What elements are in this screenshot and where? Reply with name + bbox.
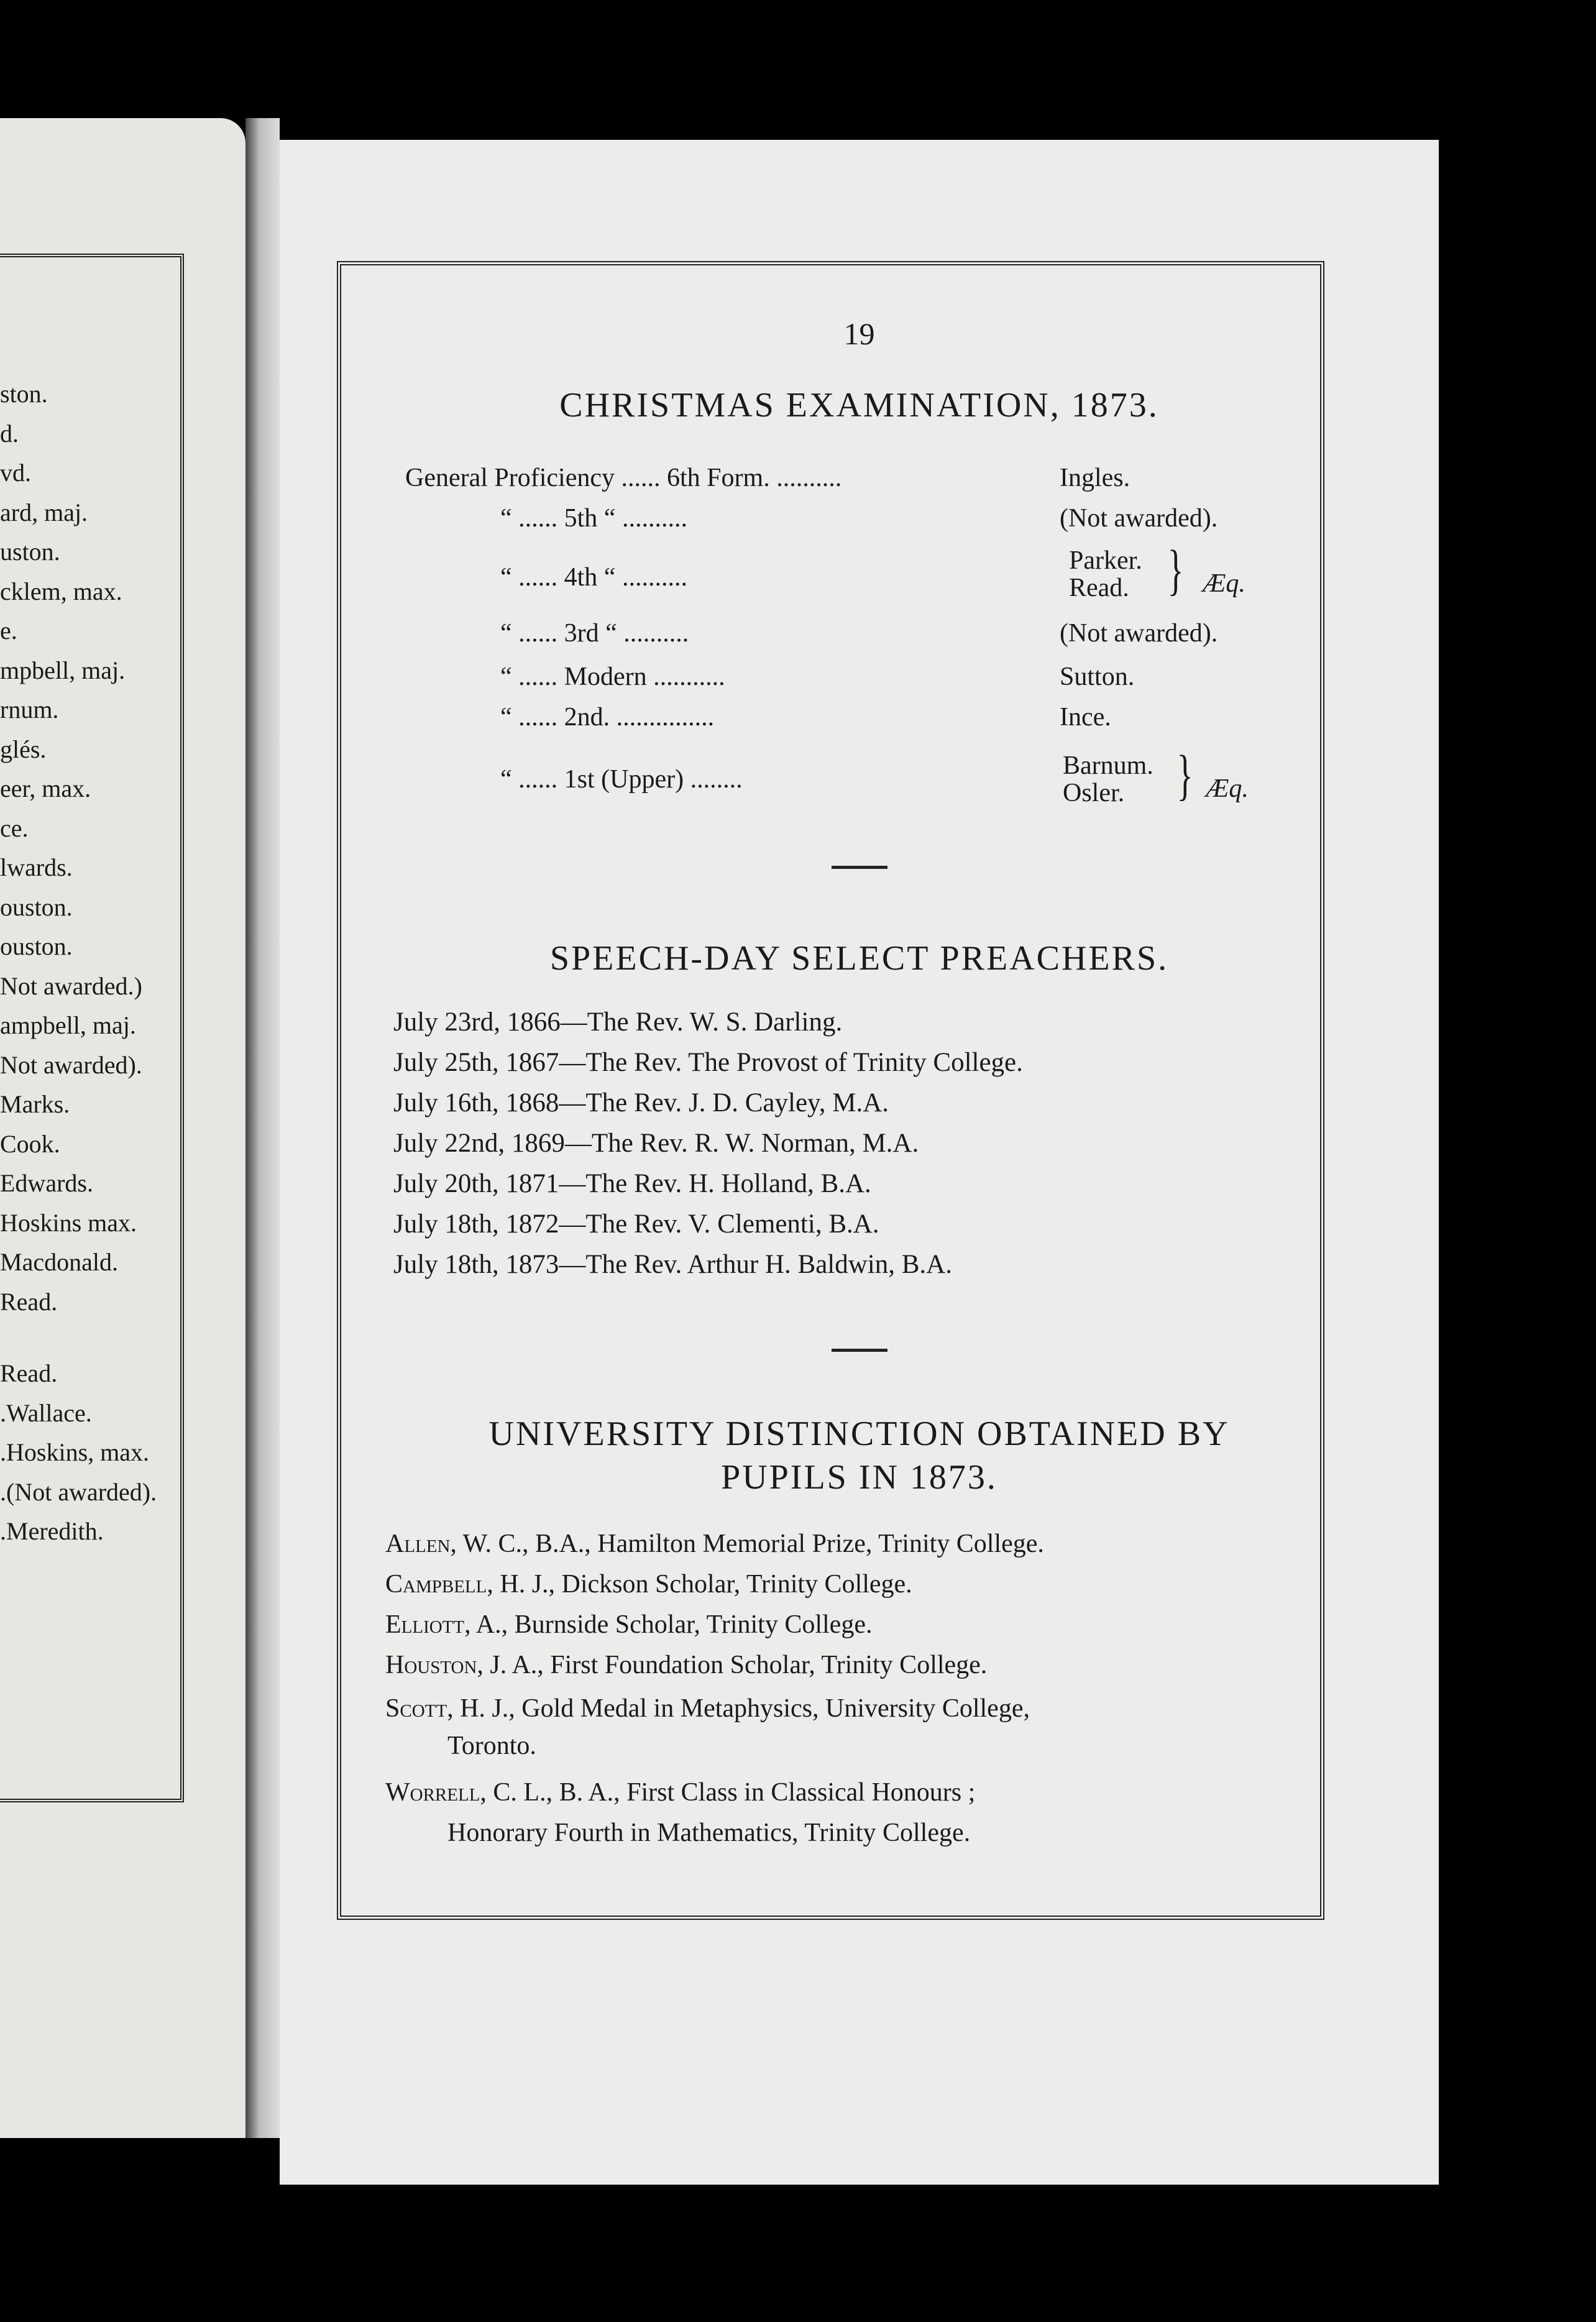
left-page-line: rnum.: [0, 695, 59, 723]
exam-row-award: (Not awarded).: [1060, 619, 1218, 648]
left-page-line: e.: [0, 617, 17, 645]
pupil-name: Worrell,: [385, 1778, 487, 1807]
pupil-name: Allen,: [385, 1530, 457, 1558]
left-page-line: ouston.: [0, 893, 73, 921]
left-page-line: .Wallace.: [0, 1398, 92, 1427]
exam-row-award: [1063, 752, 1153, 807]
aeq-label: Æq.: [1203, 569, 1245, 598]
award-name: Read.: [1069, 574, 1129, 602]
preacher-line: July 18th, 1873—The Rev. Arthur H. Baldwin, B.A.: [393, 1250, 952, 1279]
distinction-entry: [385, 1650, 987, 1680]
left-page-line: ard, maj.: [0, 498, 88, 526]
pupil-name: Houston,: [385, 1651, 484, 1679]
left-page-line: ston.: [0, 380, 48, 408]
brace-icon: }: [1176, 745, 1193, 806]
exam-row-left: “ ...... 3rd “ ..........: [500, 619, 689, 648]
exam-row-left: “ ...... 4th “ ..........: [500, 563, 687, 592]
page-number: 19: [843, 316, 875, 351]
university-heading-line2: PUPILS IN 1873.: [721, 1458, 998, 1497]
aeq-label: Æq.: [1206, 774, 1249, 803]
left-page-line: uston.: [0, 538, 60, 566]
preacher-line: July 23rd, 1866—The Rev. W. S. Darling.: [393, 1007, 843, 1037]
left-page-line: Read.: [0, 1359, 58, 1387]
pupil-name: Elliott,: [385, 1610, 471, 1639]
preacher-line: July 25th, 1867—The Rev. The Provost of Trinity College.: [393, 1048, 1023, 1077]
distinction-entry: [385, 1529, 1044, 1559]
left-page-line: [0, 1326, 230, 1359]
distinction-text: C. L., B. A., First Class in Classical Honours ;: [486, 1778, 976, 1807]
left-page-line: mpbell, maj.: [0, 656, 126, 684]
left-page-line: Marks.: [0, 1090, 70, 1118]
left-page-line: glés.: [0, 735, 47, 763]
preachers-heading: SPEECH-DAY SELECT PREACHERS.: [549, 939, 1169, 978]
exam-row-left: “ ...... 1st (Upper) ........: [500, 765, 743, 794]
distinction-text: A., Burnside Scholar, Trinity College.: [470, 1610, 873, 1639]
distinction-entry: [385, 1694, 1030, 1723]
distinction-continuation: Toronto.: [447, 1732, 536, 1760]
exam-row-left: “ ...... 5th “ ..........: [500, 504, 687, 533]
left-page-line: .(Not awarded).: [0, 1477, 157, 1506]
exam-row-award: (Not awarded).: [1060, 504, 1218, 533]
exam-row-left: “ ...... Modern ...........: [500, 663, 725, 691]
distinction-entry: [385, 1569, 912, 1599]
left-page-line: lwards.: [0, 853, 73, 881]
left-page-line: Not awarded).: [0, 1050, 142, 1079]
christmas-examination-heading: CHRISTMAS EXAMINATION, 1873.: [559, 386, 1159, 424]
distinction-text: H. J., Dickson Scholar, Trinity College.: [493, 1570, 912, 1599]
pupil-name: Scott,: [385, 1694, 454, 1723]
section-divider: [832, 1349, 887, 1352]
preacher-line: July 22nd, 1869—The Rev. R. W. Norman, M.A.: [393, 1129, 919, 1158]
left-page-line: ce.: [0, 814, 29, 842]
exam-row-left: “ ...... 2nd. ...............: [500, 703, 715, 732]
award-name: Osler.: [1063, 779, 1125, 807]
distinction-continuation: Honorary Fourth in Mathematics, Trinity College.: [447, 1819, 971, 1847]
preacher-line: July 16th, 1868—The Rev. J. D. Cayley, M.A.: [393, 1088, 889, 1117]
distinction-text: H. J., Gold Medal in Metaphysics, University College,: [453, 1694, 1030, 1723]
left-page-line: d.: [0, 419, 19, 447]
left-page-line: Hoskins max.: [0, 1208, 137, 1237]
university-heading-line1: UNIVERSITY DISTINCTION OBTAINED BY: [488, 1415, 1230, 1453]
left-page-line: Read.: [0, 1287, 58, 1316]
left-page-line: .Hoskins, max.: [0, 1438, 149, 1466]
exam-row-award: Ingles.: [1060, 464, 1130, 492]
right-page: [280, 140, 1439, 2185]
award-name: Parker.: [1069, 546, 1142, 575]
exam-row-left: General Proficiency ...... 6th Form. ..........: [405, 464, 842, 492]
left-page-line: ampbell, maj.: [0, 1011, 136, 1039]
book-gutter: [245, 118, 280, 2138]
pupil-name: Campbell,: [385, 1570, 493, 1599]
left-page-line: vd.: [0, 459, 31, 487]
brace-icon: }: [1167, 539, 1184, 601]
distinction-text: J. A., First Foundation Scholar, Trinity College.: [483, 1651, 988, 1679]
left-page-line: cklem, max.: [0, 577, 122, 605]
left-page-line: Macdonald.: [0, 1248, 118, 1276]
section-divider: [832, 866, 887, 869]
left-page-line: ouston.: [0, 932, 73, 960]
preacher-line: July 18th, 1872—The Rev. V. Clementi, B.A.: [393, 1209, 879, 1239]
left-page: [0, 118, 245, 2138]
left-page-line: Not awarded.): [0, 971, 142, 1000]
distinction-text: W. C., B.A., Hamilton Memorial Prize, Trinity College.: [456, 1530, 1044, 1558]
left-page-line: eer, max.: [0, 774, 91, 802]
left-page-text: [0, 379, 230, 1556]
left-page-line: Edwards.: [0, 1169, 93, 1197]
award-name: Barnum.: [1063, 751, 1153, 780]
exam-row-award: Sutton.: [1060, 663, 1135, 691]
distinction-entry: [385, 1610, 872, 1640]
distinction-entry: [385, 1778, 975, 1807]
left-page-line: .Meredith.: [0, 1517, 104, 1545]
left-page-line: Cook.: [0, 1129, 60, 1158]
exam-row-award: [1069, 547, 1142, 602]
exam-row-award: Ince.: [1060, 703, 1111, 732]
preacher-line: July 20th, 1871—The Rev. H. Holland, B.A.: [393, 1169, 871, 1198]
